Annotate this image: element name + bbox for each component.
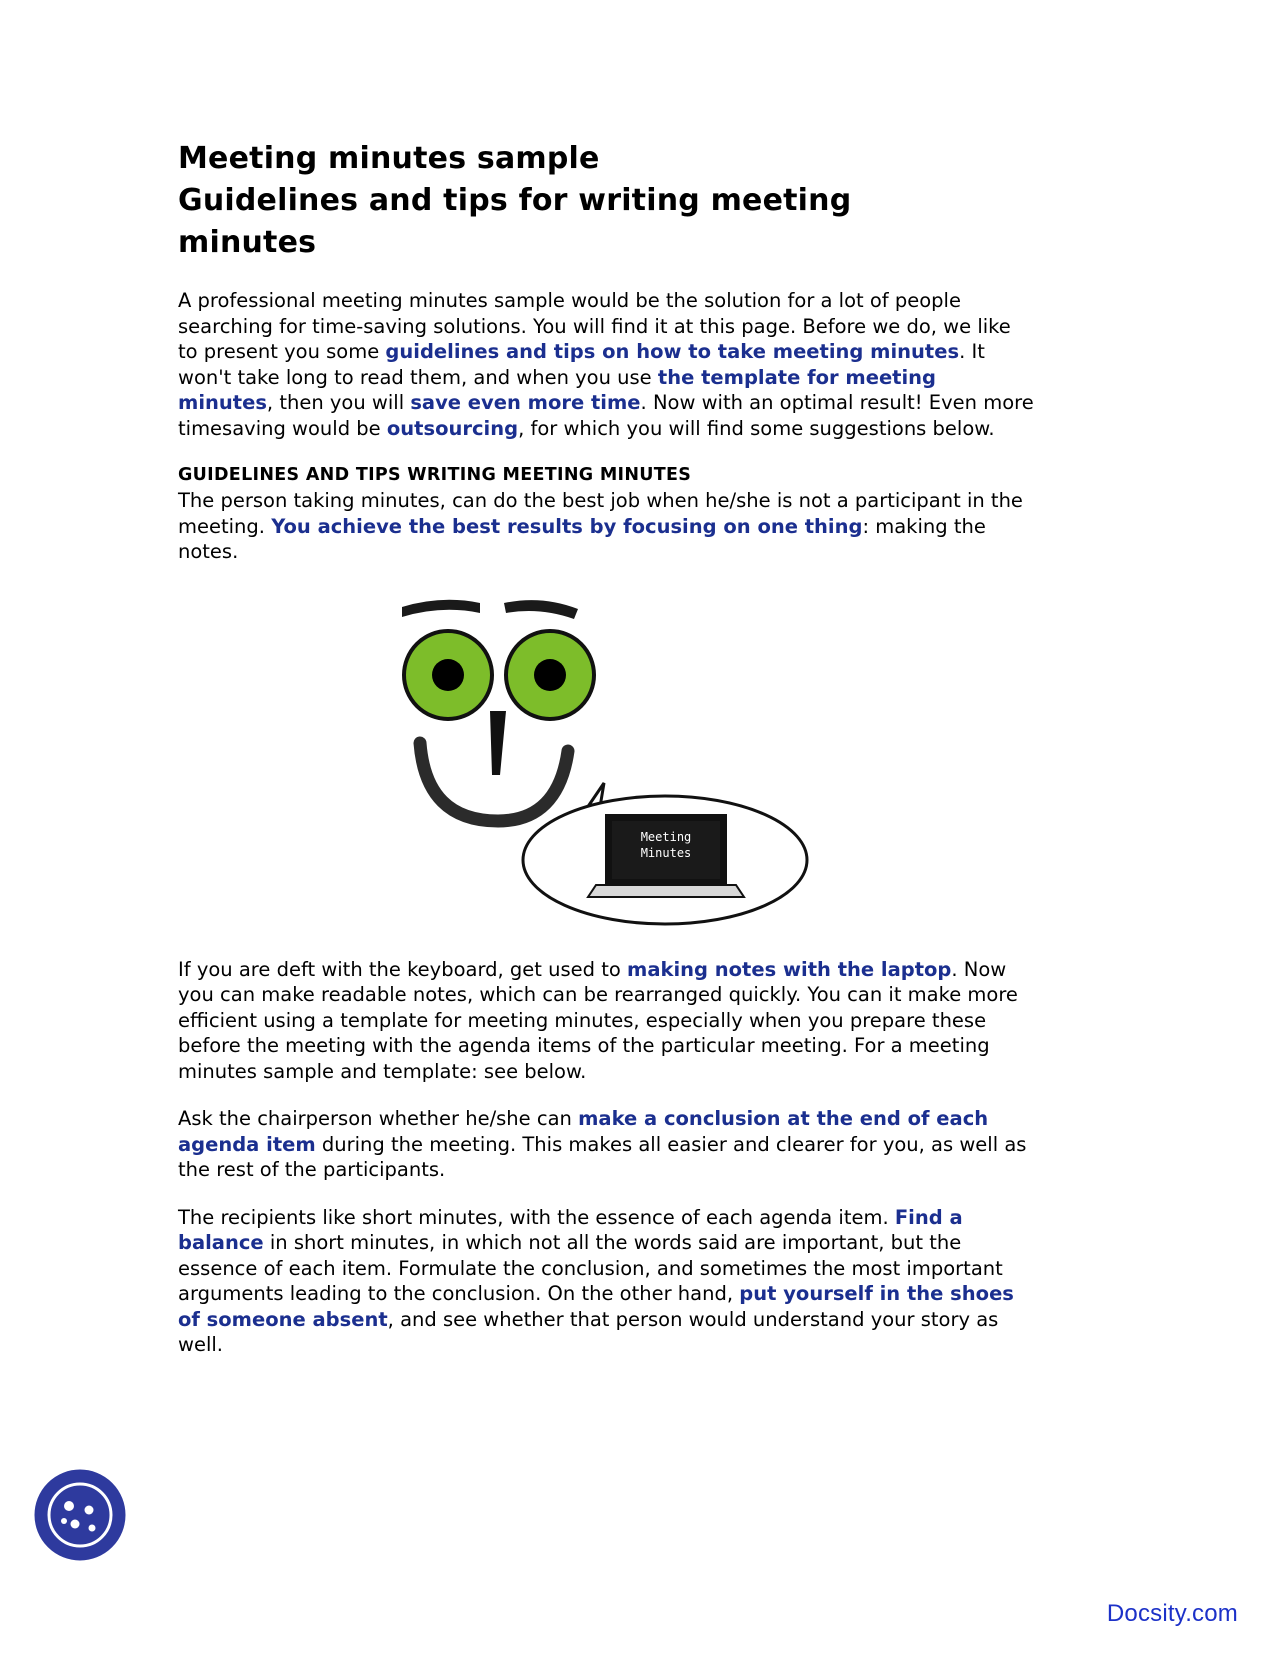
p5-highlight-2: put yourself in the shoes of someone absent bbox=[178, 1282, 1014, 1331]
paragraph-laptop-notes bbox=[178, 957, 1036, 1085]
p5-highlight-1: Find a balance bbox=[178, 1205, 963, 1254]
section-text-c: : making the notes. bbox=[178, 514, 986, 563]
docsity-cookie-logo bbox=[31, 1466, 129, 1564]
figure-smiley-meeting-minutes bbox=[178, 593, 1036, 933]
p3-highlight: making notes with the laptop bbox=[627, 957, 952, 981]
section-heading: GUIDELINES AND TIPS WRITING MEETING MINUTES bbox=[178, 465, 692, 485]
intro-text-d: , then you will bbox=[266, 391, 411, 414]
laptop-caption-line-2: Minutes bbox=[640, 845, 692, 860]
section-text-a: The person taking minutes, can do the best job when he/she is not a participant in the meeting. bbox=[178, 489, 1023, 538]
intro-highlight-1: guidelines and tips on how to take meeting minutes bbox=[385, 340, 960, 363]
docsity-watermark: Docsity.com bbox=[1106, 1600, 1238, 1627]
p5-text-a: The recipients like short minutes, with the essence of each agenda item. bbox=[178, 1205, 895, 1229]
intro-highlight-4: outsourcing bbox=[386, 416, 519, 440]
document-body bbox=[178, 138, 1036, 1380]
p4-text-c: during the meeting. This makes all easier and clearer for you, as well as the rest of the participants. bbox=[178, 1132, 1027, 1181]
p5-text-e: , and see whether that person would understand your story as well. bbox=[178, 1307, 999, 1356]
p4-text-a: Ask the chairperson whether he/she can bbox=[178, 1107, 579, 1130]
title-line-3: minutes bbox=[178, 225, 317, 260]
intro-text-a: A professional meeting minutes sample would be the solution for a lot of people searching for time-saving solutions. You will find it at this page. Before we do, we like to present you some bbox=[178, 289, 1011, 363]
p3-text-c: . Now you can make readable notes, which can be rearranged quickly. You can it make more efficient using a template for meeting minutes, especially when you prepare these before the meeting with the agenda items of the particular meeting. For a meeting minutes sample and template: see below. bbox=[178, 957, 1018, 1083]
intro-text-f: , for which you will find some suggestions below. bbox=[518, 416, 995, 440]
intro-highlight-2: the template for meeting minutes bbox=[178, 365, 937, 414]
page-title bbox=[178, 138, 1036, 264]
section-paragraph bbox=[178, 488, 1036, 565]
title-line-2: Guidelines and tips for writing meeting bbox=[178, 183, 852, 218]
title-line-1: Meeting minutes sample bbox=[178, 141, 600, 176]
nose-icon bbox=[490, 711, 506, 775]
intro-text-e: . Now with an optimal result! Even more timesaving would be bbox=[178, 391, 1034, 440]
smiley-face-illustration bbox=[372, 593, 842, 933]
paragraph-chairperson bbox=[178, 1106, 1036, 1183]
eyebrow-right-icon bbox=[504, 600, 578, 619]
eyebrow-left-icon bbox=[402, 599, 480, 616]
laptop-base-icon bbox=[588, 885, 744, 897]
section-highlight: You achieve the best results by focusing on one thing bbox=[271, 514, 863, 538]
paragraph-short-minutes bbox=[178, 1205, 1036, 1358]
intro-text-c: . It won't take long to read them, and when you use bbox=[178, 340, 985, 389]
laptop-caption-line-1: Meeting bbox=[640, 829, 692, 844]
p4-highlight: make a conclusion at the end of each agenda item bbox=[178, 1107, 989, 1156]
p3-text-a: If you are deft with the keyboard, get used to bbox=[178, 957, 628, 981]
cookie-icon bbox=[31, 1466, 129, 1564]
intro-highlight-3: save even more time bbox=[410, 391, 641, 414]
p5-text-c: in short minutes, in which not all the words said are important, but the essence of each item. Formulate the conclusion, and sometimes the most important arguments leading to the conclusion. On the other hand, bbox=[178, 1231, 1003, 1305]
intro-paragraph bbox=[178, 288, 1036, 441]
